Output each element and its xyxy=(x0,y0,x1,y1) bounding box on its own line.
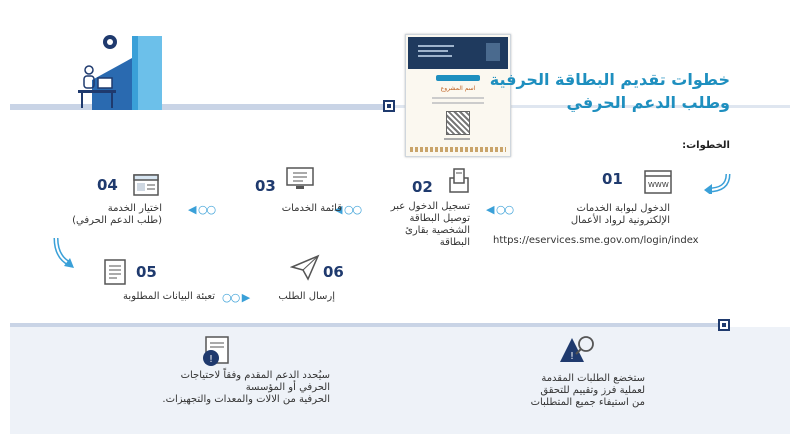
browser-window-icon xyxy=(133,174,159,198)
step-01-text: الدخول لبوابة الخدمات الإلكترونية لرواد الأعمال xyxy=(570,203,670,226)
title-line-2: وطلب الدعم الحرفي xyxy=(566,93,730,112)
warning-document-icon xyxy=(201,336,231,368)
divider-marker xyxy=(383,100,395,112)
paper-plane-icon xyxy=(290,253,320,281)
step-arrow: ◀ ○○ xyxy=(486,203,514,216)
card-header xyxy=(408,37,508,69)
step-02-text: تسجيل الدخول عبر توصيل البطاقة الشخصية بقارئ البطاقة xyxy=(390,201,470,248)
svg-text:!: ! xyxy=(570,351,575,362)
eservices-link[interactable]: https://eservices.sme.gov.om/login/index xyxy=(493,235,699,246)
card-reader-icon xyxy=(447,168,471,194)
top-divider xyxy=(10,104,388,110)
curved-arrow-icon xyxy=(702,170,732,194)
warning-magnifier-icon xyxy=(560,334,596,368)
steps-label: الخطوات: xyxy=(682,140,730,151)
curved-arrow-icon xyxy=(52,236,76,270)
bottom-divider xyxy=(10,323,720,327)
step-05-text: تعبئة البيانات المطلوبة xyxy=(123,291,215,302)
monitor-list-icon xyxy=(285,166,315,192)
title-line-1: خطوات تقديم البطاقة الحرفية xyxy=(489,70,730,89)
step-arrow: ○○ ▶ xyxy=(222,291,250,304)
step-number-02: 02 xyxy=(412,178,433,196)
svg-text:WWW: WWW xyxy=(648,181,669,189)
step-03-text: قائمة الخدمات xyxy=(281,203,342,214)
note-request-review: ستخضع الطلبات المقدمة لعملية فرز وتقييم للتحقق من استيفاء جميع المتطلبات xyxy=(530,373,645,408)
divider-marker-bottom xyxy=(718,319,730,331)
step-number-01: 01 xyxy=(602,170,623,188)
qr-code-icon xyxy=(446,111,470,135)
note-support-criteria: سيُحدد الدعم المقدم وفقاً لاحتياجات الحرفي أو المؤسسة الحرفية من الالات والمعدات والتجهيزات. xyxy=(162,370,330,405)
step-number-04: 04 xyxy=(97,176,118,194)
card-field-label: اسم المشروع xyxy=(440,85,476,92)
step-arrow: ◀ ○○ xyxy=(188,203,216,216)
step-04-text: اختيار الخدمة (طلب الدعم الحرفي) xyxy=(72,203,162,226)
step-arrow: ◀ ○○ xyxy=(334,203,362,216)
page-title xyxy=(470,68,730,114)
web-browser-icon xyxy=(644,170,672,196)
svg-text:!: ! xyxy=(209,354,214,365)
step-number-06: 06 xyxy=(323,263,344,281)
form-document-icon xyxy=(104,259,126,285)
step-number-05: 05 xyxy=(136,263,157,281)
step-06-text: إرسال الطلب xyxy=(278,291,335,302)
step-number-03: 03 xyxy=(255,177,276,195)
worker-illustration-icon xyxy=(72,30,172,112)
